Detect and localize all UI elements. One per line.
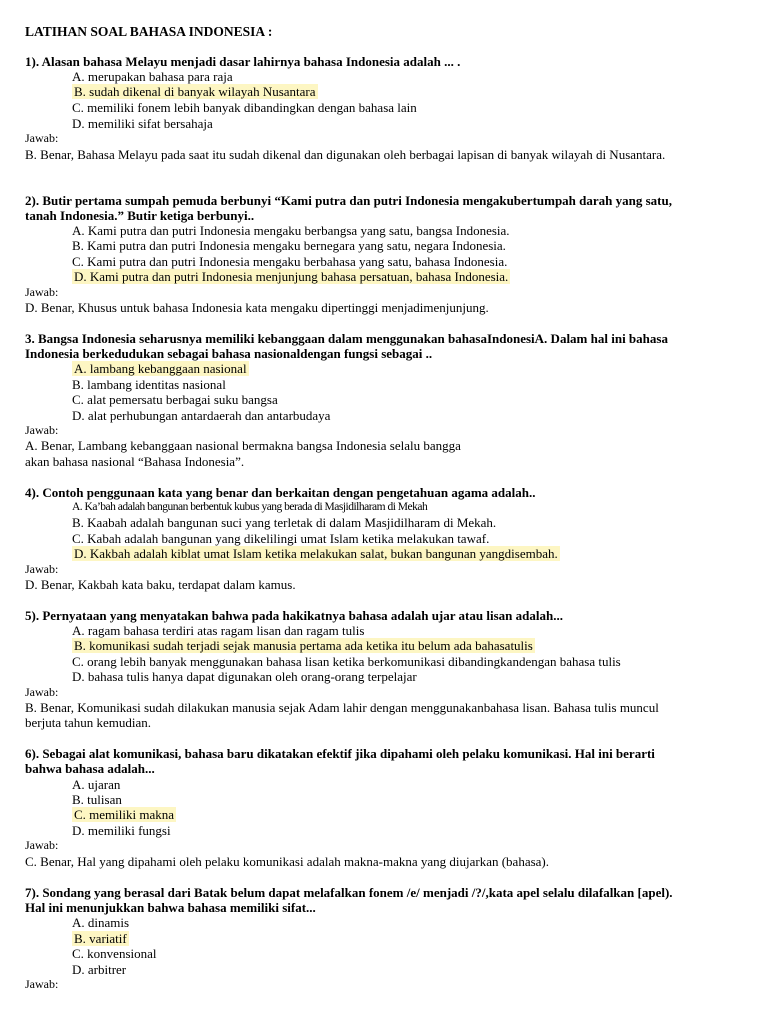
highlighted-answer: B. sudah dikenal di banyak wilayah Nusantara	[74, 84, 316, 99]
q3-option-a	[72, 361, 249, 376]
q3-option-b: B. lambang identitas nasional	[72, 377, 226, 392]
q5-answer-cont: berjuta tahun kemudian.	[25, 715, 151, 730]
q4-option-c: C. Kabah adalah bangunan yang dikelilingi umat Islam ketika melakukan tawaf.	[72, 531, 490, 546]
highlighted-answer: D. Kakbah adalah kiblat umat Islam ketika melakukan salat, bukan bangunan yangdisembah.	[74, 546, 558, 561]
q3-answer: A. Benar, Lambang kebanggaan nasional bermakna bangsa Indonesia selalu bangga	[25, 438, 461, 453]
q5-option-b	[72, 638, 535, 653]
question-7-text: 7). Sondang yang berasal dari Batak belum dapat melafalkan fonem /e/ menjadi /?/,kata apel selalu dilafalkan [apel).	[25, 885, 673, 900]
q2-answer: D. Benar, Khusus untuk bahasa Indonesia kata mengaku dipertinggi menjadimenjunjung.	[25, 300, 489, 315]
q7-option-d: D. arbitrer	[72, 962, 127, 977]
q2-option-c: C. Kami putra dan putri Indonesia mengaku berbahasa yang satu, bahasa Indonesia.	[72, 254, 508, 269]
question-3-text-cont: Indonesia berkedudukan sebagai bahasa nasionaldengan fungsi sebagai ..	[25, 346, 433, 361]
q2-option-b: B. Kami putra dan putri Indonesia mengaku bernegara yang satu, negara Indonesia.	[72, 238, 506, 253]
q2-option-d	[72, 269, 510, 284]
question-5-text: 5). Pernyataan yang menyatakan bahwa pada hakikatnya bahasa adalah ujar atau lisan adalah...	[25, 608, 563, 623]
q3-answer-cont: akan bahasa nasional “Bahasa Indonesia”.	[25, 454, 245, 469]
q6-option-a: A. ujaran	[72, 777, 121, 792]
question-1-text: 1). Alasan bahasa Melayu menjadi dasar lahirnya bahasa Indonesia adalah ... .	[25, 54, 461, 69]
highlighted-answer: C. memiliki makna	[74, 807, 175, 822]
q1-option-a: A. merupakan bahasa para raja	[72, 69, 233, 84]
q3-option-d: D. alat perhubungan antardaerah dan antarbudaya	[72, 408, 331, 423]
highlighted-answer: D. Kami putra dan putri Indonesia menjunjung bahasa persatuan, bahasa Indonesia.	[74, 269, 509, 284]
q1-option-b	[72, 84, 318, 99]
q4-option-b: B. Kaabah adalah bangunan suci yang terletak di dalam Masjidilharam di Mekah.	[72, 515, 497, 530]
question-6-text-cont: bahwa bahasa adalah...	[25, 761, 155, 776]
jawab-label: Jawab:	[25, 685, 59, 699]
q6-option-b: B. tulisan	[72, 792, 122, 807]
jawab-label: Jawab:	[25, 562, 59, 576]
highlighted-answer: A. lambang kebanggaan nasional	[74, 361, 247, 376]
q1-answer: B. Benar, Bahasa Melayu pada saat itu sudah dikenal dan digunakan oleh berbagai lapisan di banyak wilayah di Nusantara.	[25, 147, 666, 162]
q5-option-a: A. ragam bahasa terdiri atas ragam lisan dan ragam tulis	[72, 623, 365, 638]
q3-option-c: C. alat pemersatu berbagai suku bangsa	[72, 392, 278, 407]
document-title: LATIHAN SOAL BAHASA INDONESIA :	[25, 24, 273, 39]
q7-option-c: C. konvensional	[72, 946, 157, 961]
question-4-text: 4). Contoh penggunaan kata yang benar dan berkaitan dengan pengetahuan agama adalah..	[25, 485, 536, 500]
q4-option-a: A. Ka’bah adalah bangunan berbentuk kubus yang berada di Masjidilharam di Mekah	[72, 501, 428, 513]
q4-answer: D. Benar, Kakbah kata baku, terdapat dalam kamus.	[25, 577, 296, 592]
question-2-text-cont: tanah Indonesia.” Butir ketiga berbunyi..	[25, 208, 255, 223]
q5-answer: B. Benar, Komunikasi sudah dilakukan manusia sejak Adam lahir dengan menggunakanbahasa lisan. Bahasa tulis muncul	[25, 700, 659, 715]
jawab-label: Jawab:	[25, 131, 59, 145]
question-2-text: 2). Butir pertama sumpah pemuda berbunyi “Kami putra dan putri Indonesia mengakubertumpah darah yang satu,	[25, 193, 672, 208]
highlighted-answer: B. variatif	[74, 931, 127, 946]
q4-option-d	[72, 546, 560, 561]
jawab-label: Jawab:	[25, 423, 59, 437]
q7-option-a: A. dinamis	[72, 915, 130, 930]
q6-answer: C. Benar, Hal yang dipahami oleh pelaku komunikasi adalah makna-makna yang diujarkan (bahasa).	[25, 854, 549, 869]
q1-option-c: C. memiliki fonem lebih banyak dibandingkan dengan bahasa lain	[72, 100, 417, 115]
question-3-text: 3. Bangsa Indonesia seharusnya memiliki kebanggaan dalam menggunakan bahasaIndonesiA. Dalam hal ini bahasa	[25, 331, 668, 346]
q5-option-d: D. bahasa tulis hanya dapat digunakan oleh orang-orang terpelajar	[72, 669, 417, 684]
jawab-label: Jawab:	[25, 285, 59, 299]
highlighted-answer: B. komunikasi sudah terjadi sejak manusia pertama ada ketika itu belum ada bahasatulis	[74, 638, 533, 653]
q5-option-c: C. orang lebih banyak menggunakan bahasa lisan ketika berkomunikasi dibandingkandengan bahasa tulis	[72, 654, 621, 669]
question-7-text-cont: Hal ini menunjukkan bahwa bahasa memiliki sifat...	[25, 900, 316, 915]
q6-option-d: D. memiliki fungsi	[72, 823, 171, 838]
question-6-text: 6). Sebagai alat komunikasi, bahasa baru dikatakan efektif jika dipahami oleh pelaku komunikasi. Hal ini berarti	[25, 746, 655, 761]
q2-option-a: A. Kami putra dan putri Indonesia mengaku berbangsa yang satu, bangsa Indonesia.	[72, 223, 510, 238]
q1-option-d: D. memiliki sifat bersahaja	[72, 116, 213, 131]
q7-option-b	[72, 931, 129, 946]
jawab-label: Jawab:	[25, 977, 59, 991]
q6-option-c	[72, 807, 176, 822]
jawab-label: Jawab:	[25, 838, 59, 852]
